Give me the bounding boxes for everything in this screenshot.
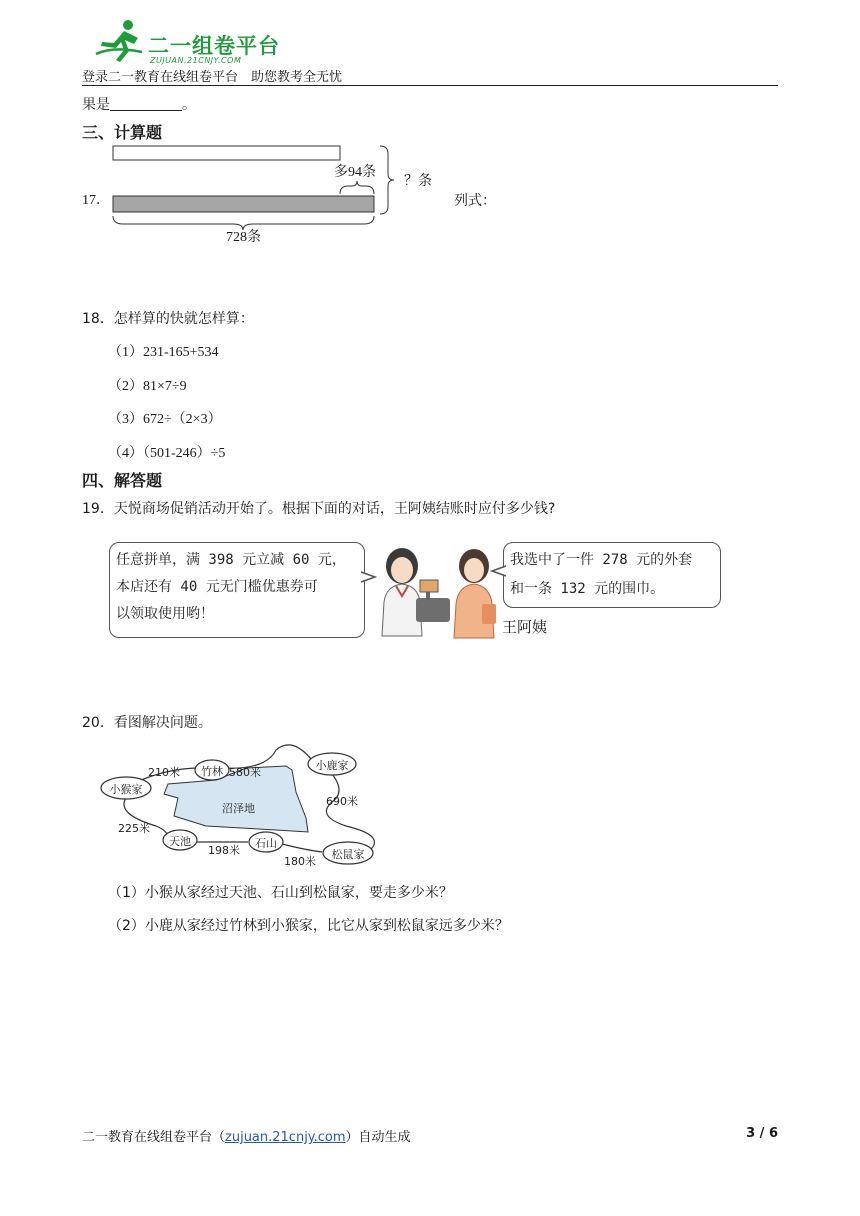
q19-clerk-bubble xyxy=(109,542,365,638)
page-number: 3 / 6 xyxy=(746,1126,778,1141)
q19-clerk-line-3: 以领取使用哟！ xyxy=(116,606,214,622)
q20-node-deer-label: 小鹿家 xyxy=(315,759,349,772)
q19-clerk-line-1: 任意拼单，满 398 元立减 60 元， xyxy=(116,552,346,568)
q18-item-3: （3）672÷（2×3） xyxy=(108,412,222,427)
q20-distance-rock-squirrel: 180米 xyxy=(284,855,316,868)
q20-distance-monkey-pond: 225米 xyxy=(118,822,150,835)
q18-item-1: （1）231-165+534 xyxy=(108,345,219,360)
q20-node-bamboo-label: 竹林 xyxy=(201,765,223,778)
q17-bottom-label: 728条 xyxy=(226,230,261,245)
q19-people-illustration-icon xyxy=(372,540,504,644)
q20-distance-pond-rock: 198米 xyxy=(208,844,240,857)
q20-item-1: （1）小猴从家经过天池、石山到松鼠家，要走多少米？ xyxy=(108,885,453,901)
q20-prompt: 20．看图解决问题。 xyxy=(82,715,212,731)
q19-prompt: 19．天悦商场促销活动开始了。根据下面的对话，王阿姨结账时应付多少钱? xyxy=(82,501,556,517)
q17-more-brace xyxy=(340,181,374,194)
q19-customer-line-1: 我选中了一件 278 元的外套 xyxy=(510,552,693,568)
q20-node-squirrel-label: 松鼠家 xyxy=(331,848,365,861)
q19-customer-bubble-tail xyxy=(490,564,506,578)
q17-total-label: ？条 xyxy=(404,174,432,189)
header-slogan: 登录二一教育在线组卷平台 助您教考全无忧 xyxy=(82,70,343,85)
q18-item-4: （4）（501-246）÷5 xyxy=(108,446,226,461)
logo-subtext: ZUJUAN.21CNJY.COM xyxy=(150,56,242,65)
prev-question-fragment: 果是 。 xyxy=(82,97,196,113)
q17-bar-diagram xyxy=(108,142,448,252)
q17-bottom-brace xyxy=(113,216,374,230)
q19-clerk-line-2: 本店还有 40 元无门槛优惠券可 xyxy=(116,579,318,595)
answer-blank xyxy=(110,96,182,111)
q17-right-brace xyxy=(380,146,394,214)
logo-text: 二一组卷平台 xyxy=(148,34,280,58)
q17-long-bar xyxy=(113,196,374,212)
footer-site-link[interactable]: zujuan.21cnjy.com xyxy=(225,1130,346,1145)
q20-node-pond-label: 天池 xyxy=(169,835,191,848)
q20-distance-bamboo-deer: 580米 xyxy=(229,766,261,779)
q19-customer-bubble xyxy=(503,542,721,608)
q20-item-2: （2）小鹿从家经过竹林到小猴家，比它从家到松鼠家远多少米？ xyxy=(108,918,509,934)
q18-prompt: 18．怎样算的快就怎样算： xyxy=(82,311,254,327)
q20-node-rock-label: 石山 xyxy=(255,837,277,850)
footer: 二一教育在线组卷平台（zujuan.21cnjy.com）自动生成 xyxy=(82,1130,411,1145)
q17-short-bar xyxy=(113,146,340,160)
logo-runner-icon xyxy=(94,18,146,64)
q20-node-monkey-label: 小猴家 xyxy=(109,783,143,796)
q19-customer-name: 王阿姨 xyxy=(502,618,548,636)
q20-route-rock-squirrel xyxy=(282,844,322,852)
q20-distance-deer-squirrel: 690米 xyxy=(326,795,358,808)
q20-route-deer-squirrel xyxy=(326,774,374,852)
header xyxy=(82,14,782,86)
q17-number: 17． xyxy=(82,193,110,208)
q18-item-2: （2）81×7÷9 xyxy=(108,379,187,394)
q17-formula-label: 列式： xyxy=(454,193,496,209)
section-title-calc: 三、计算题 xyxy=(82,123,163,142)
q19-customer-line-2: 和一条 132 元的围巾。 xyxy=(510,581,665,597)
q20-swamp-label: 沼泽地 xyxy=(222,802,255,815)
q17-more-label: 多94条 xyxy=(334,165,376,180)
q20-distance-monkey-bamboo: 210米 xyxy=(148,766,180,779)
section-title-answer: 四、解答题 xyxy=(82,471,163,490)
header-rule xyxy=(82,85,778,86)
